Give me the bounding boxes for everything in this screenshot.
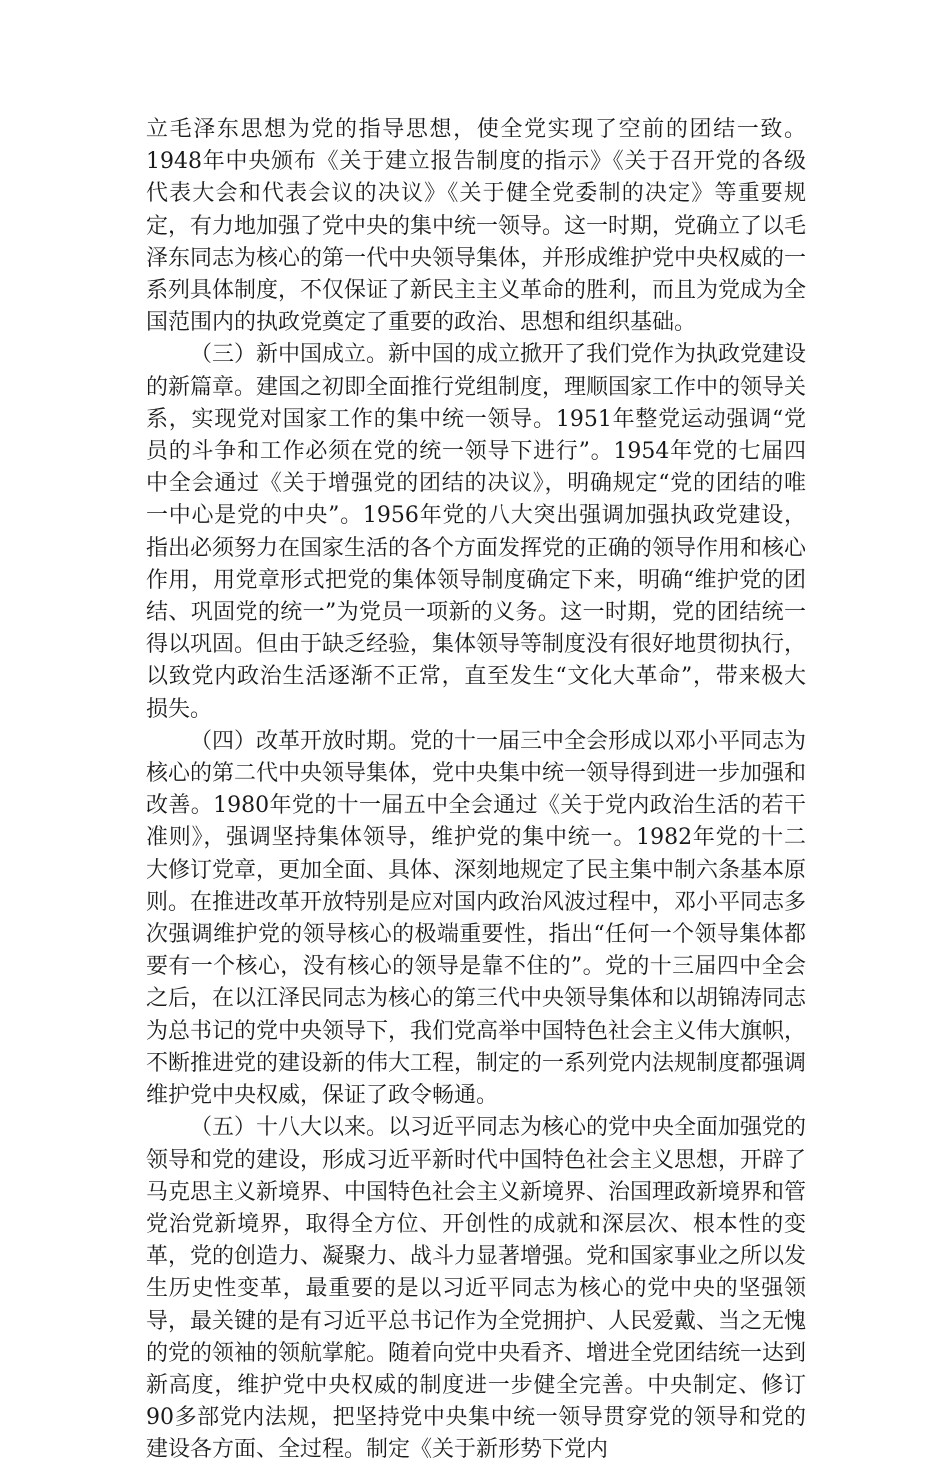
paragraph-new-china: （三）新中国成立。新中国的成立掀开了我们党作为执政党建设的新篇章。建国之初即全面推行党组制度，理顺国家工作中的领导关系，实现党对国家工作的集中统一领导。1951年整党运动强调“党员的斗争和工作必须在党的统一领导下进行”。1954年党的七届四中全会通过《关于增强党的团结的决议》，明确规定“党的团结的唯一中心是党的中央”。1956年党的八大突出强调加强执政党建设，指出必须努力在国家生活的各个方面发挥党的正确的领导作用和核心作用，用党章形式把党的集体领导制度确定下来，明确“维护党的团结、巩固党的统一”为党员一项新的义务。这一时期，党的团结统一得以巩固。但由于缺乏经验，集体领导等制度没有很好地贯彻执行，以致党内政治生活逐渐不正常，直至发生“文化大革命”，带来极大损失。 [146, 342, 807, 722]
paragraph-reform-opening: （四）改革开放时期。党的十一届三中全会形成以邓小平同志为核心的第二代中央领导集体，党中央集中统一领导得到进一步加强和改善。1980年党的十一届五中全会通过《关于党内政治生活的若干准则》，强调坚持集体领导，维护党的集中统一。1982年党的十二大修订党章，更加全面、具体、深刻地规定了民主集中制六条基本原则。在推进改革开放特别是应对国内政治风波过程中，邓小平同志多次强调维护党的领导核心的极端重要性，指出“任何一个领导集体都要有一个核心，没有核心的领导是靠不住的”。党的十三届四中全会之后，在以江泽民同志为核心的第三代中央领导集体和以胡锦涛同志为总书记的党中央领导下，我们党高举中国特色社会主义伟大旗帜，不断推进党的建设新的伟大工程，制定的一系列党内法规制度都强调维护党中央权威，保证了政令畅通。 [146, 728, 807, 1109]
paragraph-since-18th-congress: （五）十八大以来。以习近平同志为核心的党中央全面加强党的领导和党的建设，形成习近平新时代中国特色社会主义思想，开辟了马克思主义新境界、中国特色社会主义新境界、治国理政新境界和管党治党新境界，取得全方位、开创性的成就和深层次、根本性的变革，党的创造力、凝聚力、战斗力显著增强。党和国家事业之所以发生历史性变革，最重要的是以习近平同志为核心的党中央的坚强领导，最关键的是有习近平总书记作为全党拥护、人民爱戴、当之无愧的党的领袖的领航掌舵。随着向党中央看齐、增进全党团结统一达到新高度，维护党中央权威的制度进一步健全完善。中央制定、修订90多部党内法规，把坚持党中央集中统一领导贯穿党的领导和党的建设各方面、全过程。制定《关于新形势下党内 [146, 1115, 807, 1463]
paragraph-continuation: 立毛泽东思想为党的指导思想，使全党实现了空前的团结一致。1948年中央颁布《关于建立报告制度的指示》《关于召开党的各级代表大会和代表会议的决议》《关于健全党委制的决定》等重要规定，有力地加强了党中央的集中统一领导。这一时期，党确立了以毛泽东同志为核心的第一代中央领导集体，并形成维护党中央权威的一系列具体制度，不仅保证了新民主主义革命的胜利，而且为党成为全国范围内的执政党奠定了重要的政治、思想和组织基础。 [146, 117, 807, 336]
document-body [146, 114, 806, 1467]
